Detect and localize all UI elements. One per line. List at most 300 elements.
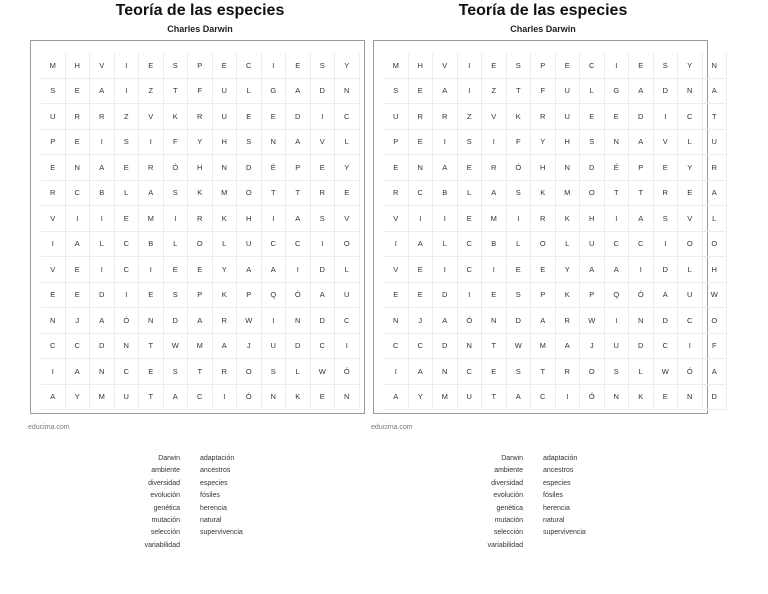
grid-cell: A [213, 334, 238, 360]
grid-cell: R [213, 308, 238, 334]
grid-cell: V [41, 206, 66, 232]
grid-cell: A [629, 79, 654, 105]
grid-cell: Ó [507, 155, 532, 181]
grid-cell: E [654, 385, 679, 411]
grid-cell: W [311, 359, 336, 385]
grid-cell: U [41, 104, 66, 130]
grid-cell: C [335, 104, 360, 130]
grid-cell: S [507, 283, 532, 309]
grid-cell: L [678, 257, 703, 283]
grid-cell: A [482, 181, 507, 207]
grid-cell: E [286, 53, 311, 79]
grid-cell: N [262, 385, 287, 411]
word-list-right-column [200, 453, 243, 540]
grid-cell: A [556, 334, 581, 360]
grid-cell: P [580, 283, 605, 309]
grid-cell: O [580, 181, 605, 207]
word-list-item: selección [493, 529, 523, 537]
grid-cell: A [139, 181, 164, 207]
grid-cell: P [629, 155, 654, 181]
word-list-item: evolución [150, 492, 180, 500]
grid-cell: L [213, 232, 238, 258]
grid-cell: N [384, 308, 409, 334]
grid-cell: D [90, 334, 115, 360]
grid-cell: E [237, 104, 262, 130]
grid-cell: A [409, 359, 434, 385]
grid-cell: F [164, 130, 189, 156]
grid-cell: S [507, 359, 532, 385]
grid-cell: A [433, 79, 458, 105]
grid-cell: P [188, 53, 213, 79]
grid-cell: L [164, 232, 189, 258]
grid-cell: E [66, 283, 91, 309]
grid-cell: N [482, 308, 507, 334]
grid-cell: I [115, 283, 140, 309]
grid-cell: C [678, 104, 703, 130]
grid-cell: A [237, 257, 262, 283]
grid-cell: R [139, 155, 164, 181]
grid-cell: A [433, 155, 458, 181]
grid-cell: N [213, 155, 238, 181]
grid-cell: D [286, 334, 311, 360]
grid-cell: I [654, 232, 679, 258]
grid-cell: E [213, 53, 238, 79]
grid-cell: Ó [115, 308, 140, 334]
grid-cell: E [482, 359, 507, 385]
grid-cell: D [311, 308, 336, 334]
grid-cell: A [507, 385, 532, 411]
grid-cell: E [458, 155, 483, 181]
grid-cell: T [188, 359, 213, 385]
grid-cell: T [531, 359, 556, 385]
grid-cell: R [188, 206, 213, 232]
grid-cell: Y [66, 385, 91, 411]
grid-cell: H [188, 155, 213, 181]
word-list-item: Darwin [501, 455, 523, 462]
grid-cell: S [164, 181, 189, 207]
grid-cell: I [629, 257, 654, 283]
grid-cell: Ó [678, 359, 703, 385]
grid-cell: C [458, 232, 483, 258]
grid-cell: V [335, 206, 360, 232]
grid-cell: Y [213, 257, 238, 283]
grid-cell: E [335, 181, 360, 207]
grid-cell: F [703, 334, 728, 360]
grid-cell: V [90, 53, 115, 79]
grid-cell: S [41, 79, 66, 105]
grid-cell: A [629, 130, 654, 156]
grid-cell: U [237, 232, 262, 258]
word-list-item: diversidad [148, 479, 180, 487]
grid-cell: U [115, 385, 140, 411]
grid-cell: Ó [335, 359, 360, 385]
grid-cell: E [556, 53, 581, 79]
grid-cell: T [482, 385, 507, 411]
grid-cell: I [605, 53, 630, 79]
grid-cell: A [90, 79, 115, 105]
grid-cell: C [409, 181, 434, 207]
grid-cell: H [556, 130, 581, 156]
grid-cell: I [433, 130, 458, 156]
grid-cell: M [213, 181, 238, 207]
grid-cell: U [605, 334, 630, 360]
grid-cell: K [286, 385, 311, 411]
word-list-item: adaptación [200, 455, 235, 462]
word-list-item: ancestros [543, 467, 574, 475]
grid-cell: E [482, 53, 507, 79]
word-list-item: fósiles [200, 492, 220, 500]
grid-cell: E [66, 130, 91, 156]
grid-cell: E [409, 283, 434, 309]
grid-cell: R [384, 181, 409, 207]
grid-cell: L [703, 206, 728, 232]
grid-cell: E [262, 104, 287, 130]
word-list-item: herencia [543, 504, 570, 512]
grid-cell: V [654, 130, 679, 156]
grid-cell: N [115, 334, 140, 360]
grid-cell: G [262, 79, 287, 105]
grid-cell: P [41, 130, 66, 156]
grid-cell: M [556, 181, 581, 207]
grid-cell: U [556, 79, 581, 105]
grid-cell: Ó [458, 308, 483, 334]
grid-cell: A [384, 385, 409, 411]
grid-cell: A [311, 283, 336, 309]
grid-cell: R [90, 104, 115, 130]
grid-cell: R [556, 359, 581, 385]
grid-cell: I [90, 130, 115, 156]
grid-cell: Ó [164, 155, 189, 181]
grid-cell: Y [409, 385, 434, 411]
grid-cell: W [507, 334, 532, 360]
grid-cell: P [286, 155, 311, 181]
grid-cell: Ó [580, 385, 605, 411]
grid-cell: C [531, 385, 556, 411]
word-list-item: supervivencia [200, 529, 243, 537]
grid-cell: R [433, 104, 458, 130]
grid-cell: D [654, 79, 679, 105]
grid-cell: Y [678, 53, 703, 79]
grid-cell: N [335, 385, 360, 411]
grid-cell: E [482, 283, 507, 309]
word-list-item: especies [200, 479, 228, 487]
grid-cell: M [433, 385, 458, 411]
grid-cell: I [262, 53, 287, 79]
grid-cell: H [66, 53, 91, 79]
grid-cell: I [41, 359, 66, 385]
word-list-item: ancestros [200, 467, 231, 475]
grid-cell: U [384, 104, 409, 130]
grid-cell: V [139, 104, 164, 130]
grid-cell: E [654, 155, 679, 181]
grid-cell: D [654, 257, 679, 283]
grid-cell: O [188, 232, 213, 258]
grid-cell: C [384, 334, 409, 360]
grid-cell: L [629, 359, 654, 385]
word-list-item: variabilidad [144, 541, 180, 549]
grid-cell: Z [482, 79, 507, 105]
grid-cell: N [90, 359, 115, 385]
grid-cell: A [41, 385, 66, 411]
grid-cell: H [703, 257, 728, 283]
grid-cell: U [213, 104, 238, 130]
grid-cell: O [531, 232, 556, 258]
grid-cell: D [237, 155, 262, 181]
grid-cell: W [164, 334, 189, 360]
word-list-item: evolución [493, 492, 523, 500]
grid-cell: I [654, 104, 679, 130]
grid-cell: C [188, 385, 213, 411]
grid-cell: I [409, 206, 434, 232]
grid-cell: U [335, 283, 360, 309]
grid-cell: S [164, 359, 189, 385]
grid-cell: I [482, 257, 507, 283]
grid-cell: A [703, 181, 728, 207]
grid-cell: D [629, 334, 654, 360]
grid-cell: N [66, 155, 91, 181]
grid-cell: U [213, 79, 238, 105]
grid-cell: I [458, 79, 483, 105]
grid-cell: V [41, 257, 66, 283]
grid-cell: E [311, 385, 336, 411]
grid-cell: R [556, 308, 581, 334]
grid-cell: R [654, 181, 679, 207]
grid-cell: J [66, 308, 91, 334]
grid-cell: I [262, 206, 287, 232]
grid-cell: R [41, 181, 66, 207]
grid-cell: D [164, 308, 189, 334]
grid-cell: A [262, 257, 287, 283]
grid-cell: C [237, 53, 262, 79]
grid-cell: F [188, 79, 213, 105]
grid-cell: E [409, 79, 434, 105]
grid-cell: S [115, 130, 140, 156]
grid-cell: B [433, 181, 458, 207]
grid-cell: Z [139, 79, 164, 105]
grid-cell: L [678, 130, 703, 156]
grid-cell: R [531, 104, 556, 130]
grid-cell: U [458, 385, 483, 411]
grid-cell: J [580, 334, 605, 360]
grid-cell: S [311, 206, 336, 232]
grid-cell: F [531, 79, 556, 105]
grid-cell: E [507, 257, 532, 283]
grid-cell: E [188, 257, 213, 283]
grid-cell: A [90, 308, 115, 334]
grid-cell: I [311, 104, 336, 130]
grid-cell: Y [556, 257, 581, 283]
word-list-item: variabilidad [487, 541, 523, 549]
grid-cell: K [213, 206, 238, 232]
grid-cell: I [90, 257, 115, 283]
grid-cell: V [433, 53, 458, 79]
grid-cell: N [335, 79, 360, 105]
grid-cell: É [605, 155, 630, 181]
grid-cell: L [335, 257, 360, 283]
grid-cell: A [90, 155, 115, 181]
grid-cell: C [409, 334, 434, 360]
grid-cell: L [115, 181, 140, 207]
grid-cell: S [654, 53, 679, 79]
grid-cell: C [115, 359, 140, 385]
grid-cell: E [139, 283, 164, 309]
word-list-item: ambiente [494, 467, 523, 475]
grid-cell: T [507, 79, 532, 105]
grid-cell: T [629, 181, 654, 207]
grid-cell: I [90, 206, 115, 232]
grid-cell: C [580, 53, 605, 79]
grid-cell: N [458, 334, 483, 360]
grid-cell: A [286, 130, 311, 156]
grid-cell: D [654, 308, 679, 334]
grid-cell: K [188, 181, 213, 207]
grid-cell: A [409, 232, 434, 258]
grid-cell: C [115, 232, 140, 258]
grid-cell: S [507, 53, 532, 79]
grid-cell: I [458, 53, 483, 79]
grid-cell: A [580, 257, 605, 283]
grid-cell: V [678, 206, 703, 232]
grid-cell: T [139, 334, 164, 360]
grid-cell: D [433, 334, 458, 360]
grid-cell: Ó [237, 385, 262, 411]
puzzle-subtitle: Charles Darwin [167, 24, 233, 34]
word-list-item: mutación [494, 517, 523, 525]
grid-cell: H [213, 130, 238, 156]
grid-cell: L [90, 232, 115, 258]
grid-cell: E [164, 257, 189, 283]
grid-cell: K [507, 104, 532, 130]
grid-cell: I [286, 257, 311, 283]
grid-cell: P [531, 283, 556, 309]
grid-cell: H [531, 155, 556, 181]
grid-cell: R [311, 181, 336, 207]
grid-cell: S [237, 130, 262, 156]
grid-cell: P [188, 283, 213, 309]
word-list-item: supervivencia [543, 529, 586, 537]
grid-cell: N [409, 155, 434, 181]
grid-cell: K [531, 181, 556, 207]
grid-cell: T [286, 181, 311, 207]
grid-cell: E [311, 155, 336, 181]
word-list-item: ambiente [151, 467, 180, 475]
grid-cell: N [605, 130, 630, 156]
grid-cell: A [188, 308, 213, 334]
grid-cell: D [580, 155, 605, 181]
grid-cell: A [629, 206, 654, 232]
grid-cell: L [335, 130, 360, 156]
grid-cell: A [654, 283, 679, 309]
grid-cell: Z [458, 104, 483, 130]
grid-cell: V [482, 104, 507, 130]
grid-cell: I [213, 385, 238, 411]
letter-grid-frame [30, 40, 365, 414]
grid-cell: W [580, 308, 605, 334]
grid-cell: T [605, 181, 630, 207]
grid-cell: R [66, 104, 91, 130]
grid-cell: N [433, 359, 458, 385]
grid-cell: É [262, 155, 287, 181]
grid-cell: V [384, 206, 409, 232]
grid-cell: U [262, 334, 287, 360]
grid-cell: N [556, 155, 581, 181]
grid-cell: S [580, 130, 605, 156]
grid-cell: E [384, 283, 409, 309]
grid-cell: S [164, 283, 189, 309]
word-list-item: especies [543, 479, 571, 487]
grid-cell: I [458, 283, 483, 309]
grid-cell: C [605, 232, 630, 258]
letter-grid [41, 53, 360, 410]
word-list-item: genética [496, 504, 523, 512]
grid-cell: A [286, 206, 311, 232]
word-list-left-column [145, 453, 180, 552]
grid-cell: Ó [629, 283, 654, 309]
word-list-item: genética [153, 504, 180, 512]
grid-cell: Y [335, 155, 360, 181]
grid-cell: L [286, 359, 311, 385]
grid-cell: I [139, 130, 164, 156]
grid-cell: S [384, 79, 409, 105]
grid-cell: E [531, 257, 556, 283]
grid-cell: I [507, 206, 532, 232]
grid-cell: F [507, 130, 532, 156]
grid-cell: O [580, 359, 605, 385]
grid-cell: A [286, 79, 311, 105]
grid-cell: H [580, 206, 605, 232]
grid-cell: I [164, 206, 189, 232]
grid-cell: E [41, 155, 66, 181]
grid-cell: L [507, 232, 532, 258]
grid-cell: I [311, 232, 336, 258]
grid-cell: U [580, 232, 605, 258]
grid-cell: I [556, 385, 581, 411]
grid-cell: D [629, 104, 654, 130]
grid-cell: S [164, 53, 189, 79]
grid-cell: D [311, 79, 336, 105]
grid-cell: S [458, 130, 483, 156]
word-list-right-column [543, 453, 586, 540]
grid-cell: E [139, 359, 164, 385]
grid-cell: S [654, 206, 679, 232]
word-list-item: Darwin [158, 455, 180, 462]
grid-cell: N [139, 308, 164, 334]
grid-cell: R [213, 359, 238, 385]
word-list-item: adaptación [543, 455, 578, 462]
grid-cell: V [311, 130, 336, 156]
word-list-item: fósiles [543, 492, 563, 500]
grid-cell: M [531, 334, 556, 360]
word-list-item: herencia [200, 504, 227, 512]
grid-cell: S [262, 359, 287, 385]
grid-cell: T [262, 181, 287, 207]
grid-cell: D [311, 257, 336, 283]
word-list-left-column [488, 453, 523, 552]
grid-cell: N [678, 79, 703, 105]
grid-cell: M [384, 53, 409, 79]
grid-cell: B [90, 181, 115, 207]
letter-grid-frame [373, 40, 718, 414]
grid-cell: A [433, 308, 458, 334]
grid-cell: B [482, 232, 507, 258]
grid-cell: E [629, 53, 654, 79]
word-list-item: natural [200, 517, 222, 525]
grid-cell: I [605, 206, 630, 232]
grid-cell: O [237, 359, 262, 385]
grid-cell: I [482, 130, 507, 156]
grid-cell: I [433, 257, 458, 283]
grid-cell: G [605, 79, 630, 105]
